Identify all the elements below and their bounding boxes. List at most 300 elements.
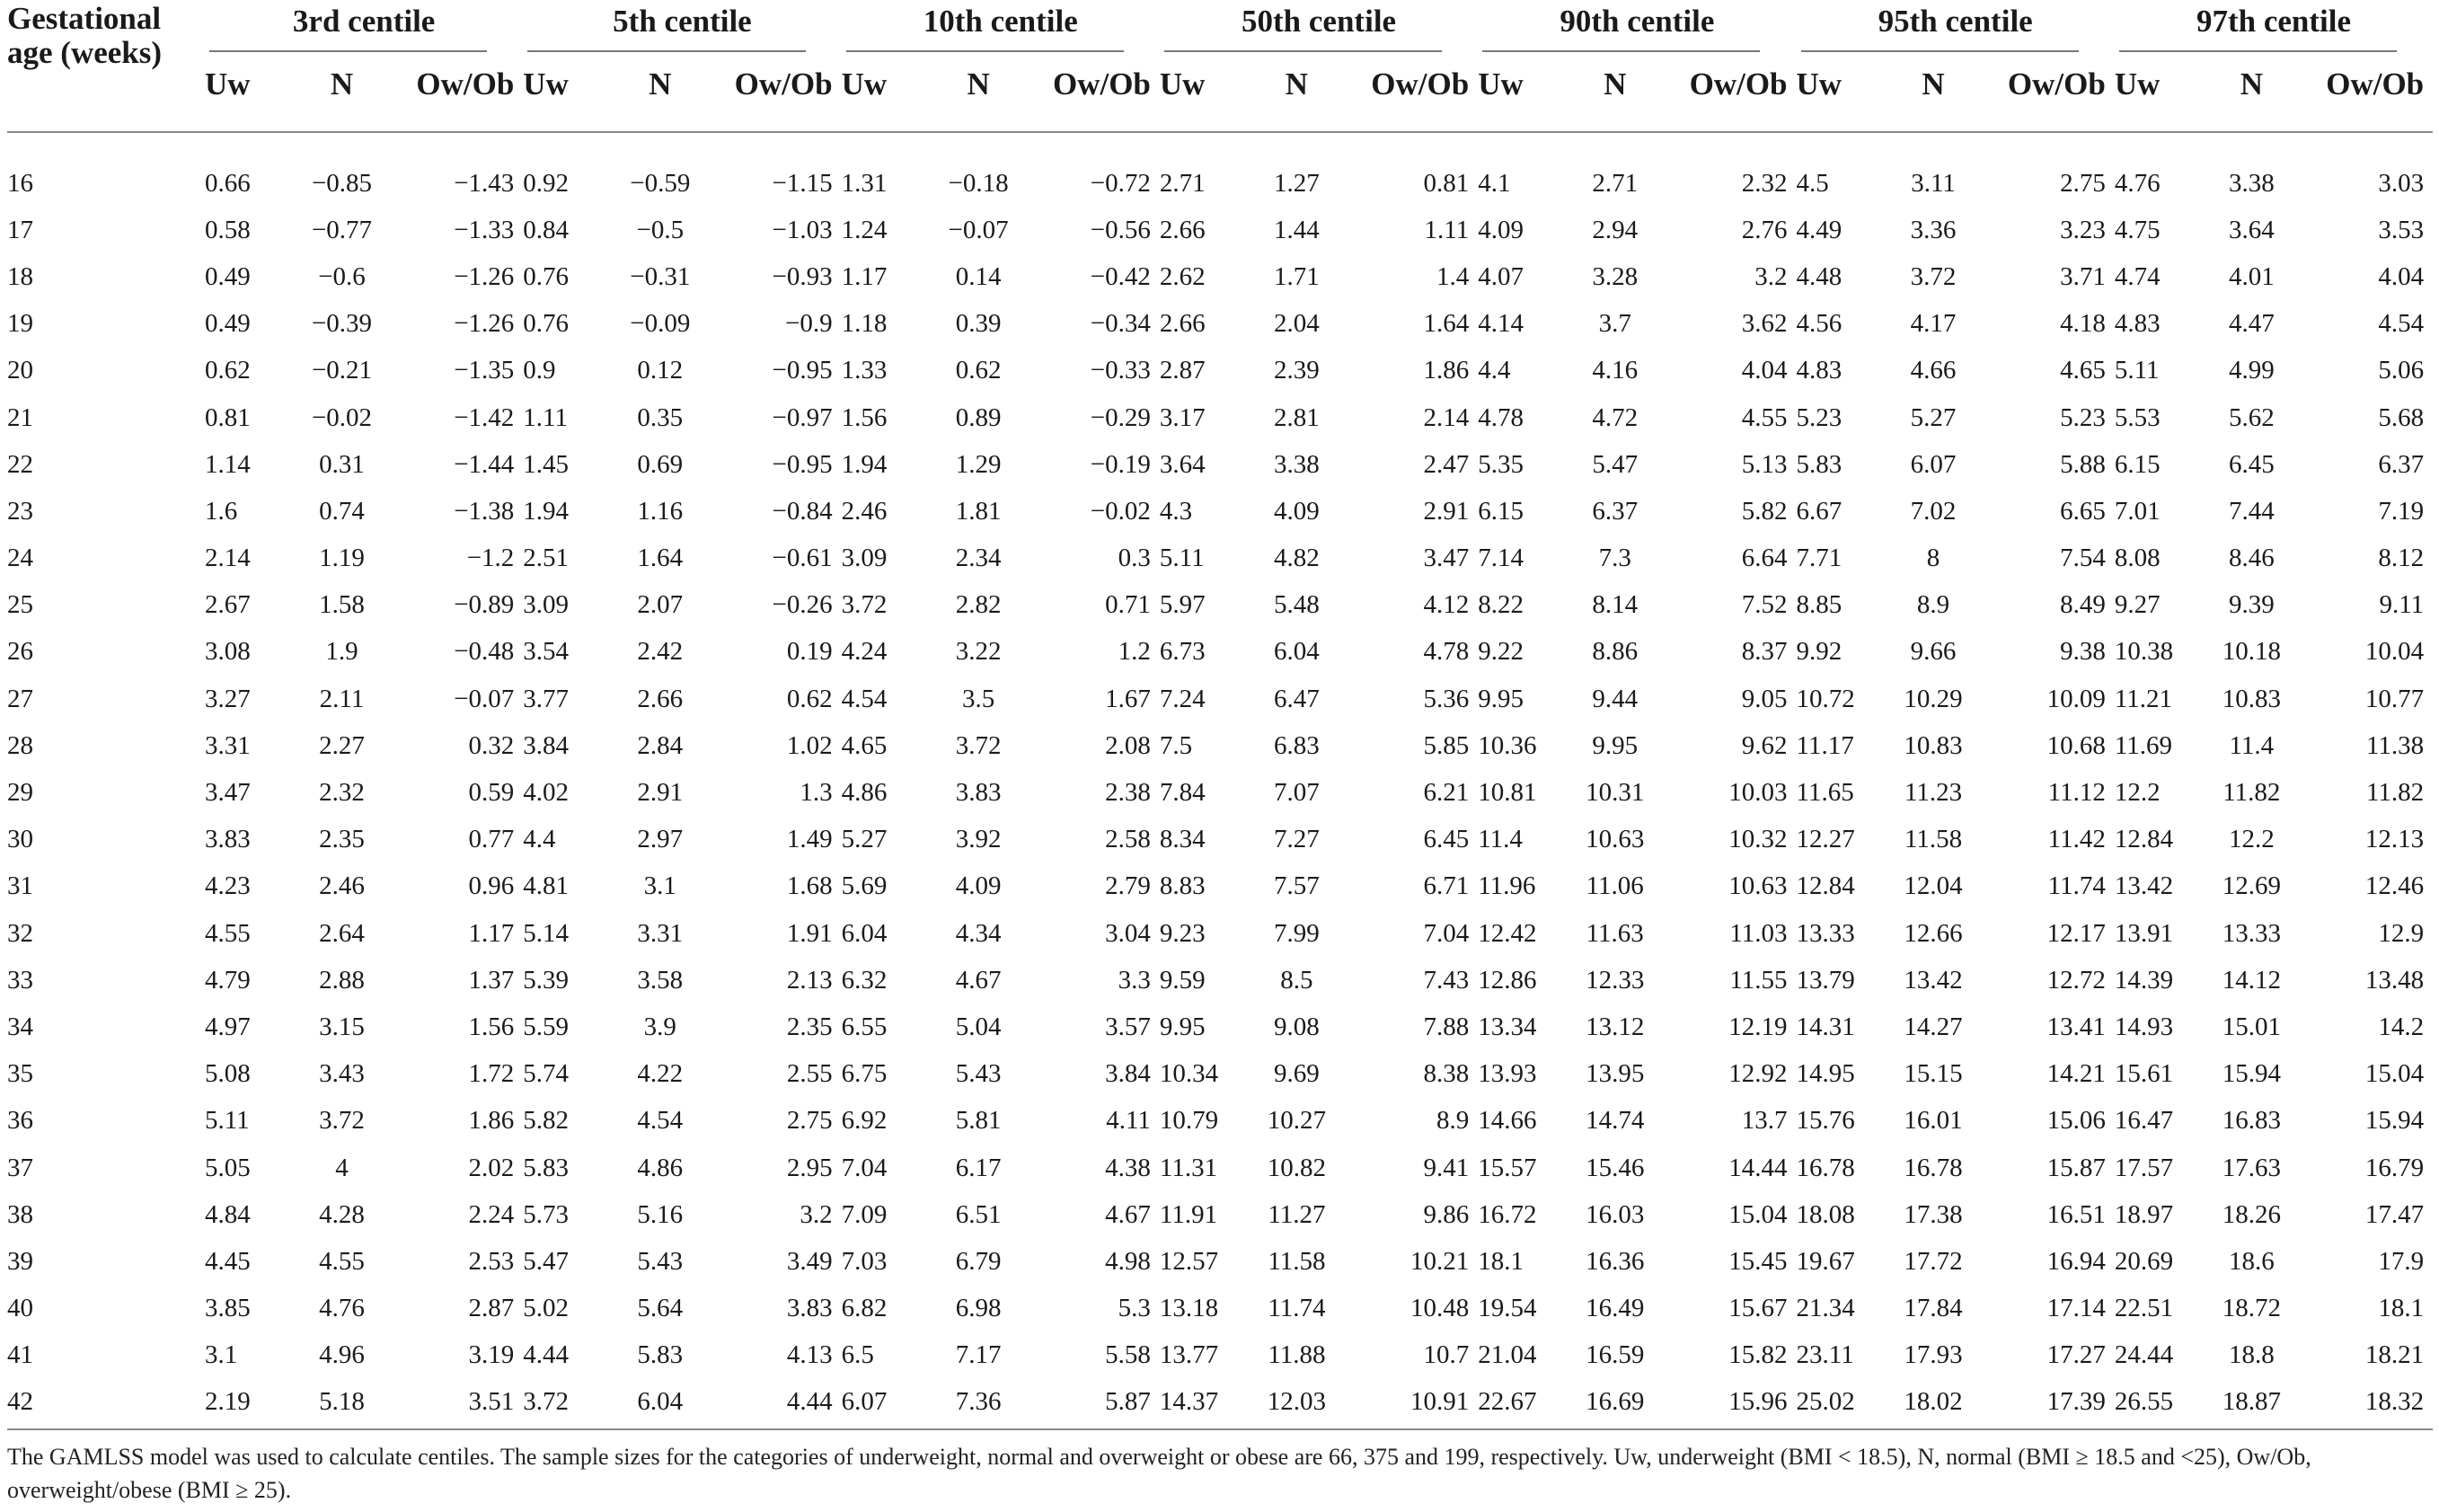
table-row xyxy=(7,1191,2433,1238)
table-bottom-rule xyxy=(7,1428,2433,1430)
centile-value-cell: 18.26 xyxy=(2222,1199,2281,1229)
centile-value-cell: 5.3 xyxy=(1118,1294,1151,1323)
centile-value-cell: 15.04 xyxy=(1728,1199,1788,1229)
centile-group-header: 5th centile xyxy=(613,4,752,39)
centile-value-cell: −1.43 xyxy=(454,168,515,198)
gestational-age-cell: 30 xyxy=(7,825,33,854)
centile-value-cell: 4.01 xyxy=(2228,261,2275,291)
centile-value-cell: 15.57 xyxy=(1478,1153,1537,1182)
centile-value-cell: 6.98 xyxy=(955,1294,1002,1323)
centile-value-cell: 4.84 xyxy=(205,1199,251,1229)
centile-value-cell: 1.33 xyxy=(841,356,888,385)
centile-value-cell: 16.03 xyxy=(1586,1199,1645,1229)
centile-value-cell: 0.81 xyxy=(1423,168,1470,198)
centile-value-cell: 15.94 xyxy=(2222,1059,2281,1089)
centile-value-cell: 3.51 xyxy=(468,1387,515,1417)
centile-value-cell: 9.86 xyxy=(1423,1199,1470,1229)
gestational-age-cell: 29 xyxy=(7,778,33,808)
centile-value-cell: 4.56 xyxy=(1796,309,1843,339)
centile-value-cell: 3.03 xyxy=(2378,168,2425,198)
centile-value-cell: 18.6 xyxy=(2228,1246,2275,1276)
centile-value-cell: 9.23 xyxy=(1159,918,1206,948)
centile-value-cell: 10.21 xyxy=(1409,1246,1470,1276)
gestational-age-cell: 40 xyxy=(7,1294,33,1323)
centile-value-cell: −0.72 xyxy=(1090,168,1151,198)
gestational-age-cell: 24 xyxy=(7,544,33,573)
column-subheader: N xyxy=(1604,66,1627,102)
centile-value-cell: 10.34 xyxy=(1159,1059,1219,1089)
centile-value-cell: 14.27 xyxy=(1904,1012,1963,1041)
centile-value-cell: 1.64 xyxy=(1423,309,1470,339)
centile-value-cell: 0.49 xyxy=(205,309,251,339)
centile-value-cell: 11.74 xyxy=(1268,1294,1326,1323)
centile-value-cell: 3.38 xyxy=(1274,449,1320,479)
centile-value-cell: 2.19 xyxy=(205,1387,251,1417)
centile-value-cell: 3.49 xyxy=(786,1246,833,1276)
centile-value-cell: 4.81 xyxy=(523,871,570,901)
centile-value-cell: 5.43 xyxy=(955,1059,1002,1089)
centile-value-cell: 9.69 xyxy=(1274,1059,1320,1089)
centile-value-cell: 0.31 xyxy=(319,449,365,479)
centile-value-cell: 3.22 xyxy=(955,637,1002,667)
centile-value-cell: 7.03 xyxy=(841,1246,888,1276)
centile-value-cell: −0.95 xyxy=(772,356,833,385)
column-subheader: Ow/Ob xyxy=(1052,66,1151,102)
centile-value-cell: 4.47 xyxy=(2228,309,2275,339)
centile-value-cell: 4.09 xyxy=(955,871,1002,901)
centile-value-cell: 4.97 xyxy=(205,1012,251,1041)
centile-value-cell: 7.54 xyxy=(2060,544,2106,573)
centile-value-cell: 11.27 xyxy=(1268,1199,1326,1229)
centile-value-cell: −0.33 xyxy=(1090,356,1151,385)
centile-value-cell: 6.32 xyxy=(841,965,888,995)
centile-value-cell: 5.53 xyxy=(2114,402,2161,432)
centile-value-cell: 15.01 xyxy=(2222,1012,2281,1041)
centile-value-cell: 4.23 xyxy=(205,871,251,901)
centile-group-header: 90th centile xyxy=(1560,4,1715,39)
centile-value-cell: 4.16 xyxy=(1592,356,1639,385)
centile-value-cell: 12.42 xyxy=(1478,918,1537,948)
centile-value-cell: 8.38 xyxy=(1423,1059,1470,1089)
centile-value-cell: 2.32 xyxy=(1741,168,1788,198)
centile-value-cell: 8.86 xyxy=(1592,637,1639,667)
centile-value-cell: 25.02 xyxy=(1796,1387,1855,1417)
gestational-age-cell: 25 xyxy=(7,590,33,620)
centile-value-cell: 7.02 xyxy=(1910,496,1957,526)
centile-value-cell: 5.97 xyxy=(1159,590,1206,620)
centile-value-cell: 2.46 xyxy=(841,496,888,526)
centile-value-cell: 15.76 xyxy=(1796,1106,1855,1136)
centile-value-cell: 4.67 xyxy=(1105,1199,1151,1229)
centile-value-cell: 23.11 xyxy=(1796,1340,1854,1370)
gestational-age-cell: 17 xyxy=(7,215,33,244)
centile-value-cell: 0.76 xyxy=(523,309,570,339)
centile-value-cell: 2.13 xyxy=(786,965,833,995)
centile-value-cell: 6.5 xyxy=(841,1340,874,1370)
centile-value-cell: 2.08 xyxy=(1105,730,1151,760)
centile-value-cell: 7.57 xyxy=(1274,871,1320,901)
centile-value-cell: 7.88 xyxy=(1423,1012,1470,1041)
centile-value-cell: 6.37 xyxy=(2378,449,2425,479)
centile-value-cell: 1.6 xyxy=(205,496,238,526)
centile-value-cell: 5.68 xyxy=(2378,402,2425,432)
centile-value-cell: 4.55 xyxy=(205,918,251,948)
centile-value-cell: 6.37 xyxy=(1592,496,1639,526)
centile-value-cell: 4.76 xyxy=(319,1294,365,1323)
centile-value-cell: 1.67 xyxy=(1105,684,1151,713)
centile-value-cell: 8.14 xyxy=(1592,590,1639,620)
centile-value-cell: 12.92 xyxy=(1728,1059,1788,1089)
centile-value-cell: 1.37 xyxy=(468,965,515,995)
centile-value-cell: 5.05 xyxy=(205,1153,251,1182)
centile-value-cell: 5.82 xyxy=(523,1106,570,1136)
centile-value-cell: 0.77 xyxy=(468,825,515,854)
gestational-age-cell: 22 xyxy=(7,449,33,479)
centile-value-cell: 1.27 xyxy=(1274,168,1320,198)
centile-value-cell: 4.5 xyxy=(1796,168,1829,198)
centile-value-cell: 10.32 xyxy=(1728,825,1788,854)
gestational-age-cell: 33 xyxy=(7,965,33,995)
centile-value-cell: 2.53 xyxy=(468,1246,515,1276)
centile-value-cell: 1.91 xyxy=(786,918,833,948)
gestational-age-cell: 32 xyxy=(7,918,33,948)
centile-table xyxy=(7,0,2433,1426)
centile-value-cell: 13.42 xyxy=(2114,871,2174,901)
centile-value-cell: 10.48 xyxy=(1409,1294,1470,1323)
gestational-age-cell: 26 xyxy=(7,637,33,667)
centile-value-cell: 2.75 xyxy=(2060,168,2106,198)
centile-value-cell: 3.83 xyxy=(955,778,1002,808)
table-row xyxy=(7,301,2433,348)
centile-value-cell: 6.45 xyxy=(2228,449,2275,479)
centile-value-cell: 4.18 xyxy=(2060,309,2106,339)
centile-value-cell: 3.72 xyxy=(523,1387,570,1417)
centile-value-cell: 1.86 xyxy=(468,1106,515,1136)
centile-value-cell: 4.96 xyxy=(319,1340,365,1370)
centile-value-cell: 6.73 xyxy=(1159,637,1206,667)
centile-value-cell: 4.14 xyxy=(1478,309,1524,339)
centile-value-cell: 13.91 xyxy=(2114,918,2174,948)
centile-value-cell: 1.56 xyxy=(841,402,888,432)
group-header-row xyxy=(7,0,2433,49)
centile-value-cell: 11.55 xyxy=(1729,965,1788,995)
centile-value-cell: 3.09 xyxy=(523,590,570,620)
centile-value-cell: 2.67 xyxy=(205,590,251,620)
table-row xyxy=(7,253,2433,300)
centile-value-cell: −0.09 xyxy=(630,309,691,339)
centile-value-cell: 14.95 xyxy=(1796,1059,1855,1089)
centile-value-cell: 15.04 xyxy=(2364,1059,2425,1089)
centile-value-cell: 10.7 xyxy=(1423,1340,1470,1370)
centile-value-cell: 9.41 xyxy=(1423,1153,1470,1182)
centile-value-cell: 4.1 xyxy=(1478,168,1511,198)
centile-value-cell: −0.9 xyxy=(784,309,833,339)
centile-value-cell: 5.83 xyxy=(523,1153,570,1182)
centile-value-cell: 1.56 xyxy=(468,1012,515,1041)
centile-value-cell: 5.13 xyxy=(1741,449,1788,479)
centile-value-cell: 2.94 xyxy=(1592,215,1639,244)
centile-value-cell: 2.71 xyxy=(1159,168,1206,198)
centile-value-cell: 11.82 xyxy=(2365,778,2425,808)
centile-value-cell: 11.4 xyxy=(2229,730,2275,760)
centile-value-cell: 5.82 xyxy=(1741,496,1788,526)
centile-value-cell: 15.61 xyxy=(2114,1059,2174,1089)
centile-value-cell: 9.95 xyxy=(1592,730,1639,760)
centile-value-cell: 15.45 xyxy=(1728,1246,1788,1276)
centile-value-cell: 5.73 xyxy=(523,1199,570,1229)
centile-value-cell: 12.84 xyxy=(2114,825,2174,854)
centile-value-cell: 7.24 xyxy=(1159,684,1206,713)
centile-value-cell: 15.94 xyxy=(2364,1106,2425,1136)
centile-value-cell: 3.53 xyxy=(2378,215,2425,244)
centile-value-cell: 6.67 xyxy=(1796,496,1843,526)
centile-value-cell: 2.24 xyxy=(468,1199,515,1229)
centile-value-cell: 2.64 xyxy=(319,918,365,948)
centile-value-cell: 4.45 xyxy=(205,1246,251,1276)
centile-value-cell: 3.31 xyxy=(205,730,251,760)
centile-value-cell: 1.72 xyxy=(468,1059,515,1089)
centile-value-cell: 11.82 xyxy=(2222,778,2281,808)
centile-value-cell: 15.82 xyxy=(1728,1340,1788,1370)
centile-value-cell: 10.83 xyxy=(1904,730,1963,760)
column-subheader: Ow/Ob xyxy=(1689,66,1788,102)
centile-value-cell: 3.04 xyxy=(1105,918,1151,948)
centile-value-cell: 5.27 xyxy=(841,825,888,854)
centile-value-cell: 17.57 xyxy=(2114,1153,2174,1182)
centile-value-cell: 5.04 xyxy=(955,1012,1002,1041)
centile-value-cell: 3.9 xyxy=(643,1012,676,1041)
centile-value-cell: 6.04 xyxy=(637,1387,684,1417)
column-subheader: Ow/Ob xyxy=(2007,66,2106,102)
centile-value-cell: 3.08 xyxy=(205,637,251,667)
centile-value-cell: 7.43 xyxy=(1423,965,1470,995)
table-row xyxy=(7,1332,2433,1379)
centile-value-cell: 4.65 xyxy=(841,730,888,760)
centile-value-cell: 3.19 xyxy=(468,1340,515,1370)
centile-value-cell: 3.31 xyxy=(637,918,684,948)
centile-value-cell: 3.72 xyxy=(319,1106,365,1136)
centile-value-cell: 3.57 xyxy=(1105,1012,1151,1041)
centile-value-cell: 11.17 xyxy=(1796,730,1854,760)
centile-value-cell: 8.12 xyxy=(2378,544,2425,573)
gestational-age-cell: 38 xyxy=(7,1199,33,1229)
centile-value-cell: 0.59 xyxy=(468,778,515,808)
centile-value-cell: 6.15 xyxy=(2114,449,2161,479)
centile-value-cell: 12.33 xyxy=(1586,965,1645,995)
centile-value-cell: 21.04 xyxy=(1478,1340,1537,1370)
centile-value-cell: 10.63 xyxy=(1586,825,1645,854)
centile-value-cell: 6.55 xyxy=(841,1012,888,1041)
centile-value-cell: 16.78 xyxy=(1904,1153,1963,1182)
centile-value-cell: 5.27 xyxy=(1910,402,1957,432)
centile-value-cell: 5.14 xyxy=(523,918,570,948)
table-row xyxy=(7,863,2433,910)
centile-value-cell: 1.45 xyxy=(523,449,570,479)
centile-value-cell: 10.77 xyxy=(2364,684,2425,713)
centile-value-cell: 5.59 xyxy=(523,1012,570,1041)
centile-value-cell: 5.35 xyxy=(1478,449,1524,479)
centile-value-cell: 2.58 xyxy=(1105,825,1151,854)
centile-value-cell: 1.58 xyxy=(319,590,365,620)
centile-value-cell: 1.86 xyxy=(1423,356,1470,385)
centile-value-cell: 2.39 xyxy=(1274,356,1320,385)
table-row xyxy=(7,1379,2433,1426)
centile-value-cell: −0.18 xyxy=(948,168,1009,198)
centile-value-cell: 5.85 xyxy=(1423,730,1470,760)
centile-value-cell: −0.6 xyxy=(318,261,366,291)
centile-value-cell: 2.51 xyxy=(523,544,570,573)
centile-value-cell: 13.18 xyxy=(1159,1294,1219,1323)
centile-value-cell: 3.3 xyxy=(1118,965,1151,995)
centile-value-cell: 11.58 xyxy=(1904,825,1963,854)
centile-value-cell: 1.18 xyxy=(841,309,888,339)
centile-value-cell: 3.71 xyxy=(2060,261,2106,291)
centile-value-cell: 16.94 xyxy=(2046,1246,2106,1276)
centile-value-cell: 5.23 xyxy=(2060,402,2106,432)
centile-value-cell: 0.66 xyxy=(205,168,251,198)
centile-value-cell: 4.4 xyxy=(523,825,556,854)
centile-value-cell: −0.59 xyxy=(630,168,691,198)
centile-value-cell: 0.14 xyxy=(955,261,1002,291)
gestational-age-cell: 19 xyxy=(7,309,33,339)
centile-value-cell: 4.11 xyxy=(1106,1106,1151,1136)
centile-value-cell: 4.09 xyxy=(1478,215,1524,244)
centile-value-cell: 7.99 xyxy=(1274,918,1320,948)
centile-value-cell: 12.57 xyxy=(1159,1246,1219,1276)
centile-value-cell: 2.97 xyxy=(637,825,684,854)
centile-value-cell: 11.96 xyxy=(1478,871,1536,901)
centile-value-cell: 2.32 xyxy=(319,778,365,808)
column-subheader: N xyxy=(649,66,672,102)
centile-value-cell: 10.82 xyxy=(1267,1153,1327,1182)
centile-value-cell: 9.11 xyxy=(2379,590,2425,620)
centile-value-cell: 1.9 xyxy=(325,637,358,667)
centile-value-cell: 6.04 xyxy=(1274,637,1320,667)
centile-value-cell: 14.37 xyxy=(1159,1387,1219,1417)
centile-value-cell: 11.21 xyxy=(2114,684,2173,713)
centile-value-cell: 4.28 xyxy=(319,1199,365,1229)
centile-value-cell: 3.2 xyxy=(1754,261,1788,291)
centile-value-cell: 1.44 xyxy=(1274,215,1320,244)
centile-value-cell: 15.67 xyxy=(1728,1294,1788,1323)
gestational-age-cell: 35 xyxy=(7,1059,33,1089)
centile-value-cell: 6.17 xyxy=(955,1153,1002,1182)
centile-value-cell: 17.93 xyxy=(1904,1340,1963,1370)
centile-value-cell: 4.09 xyxy=(1274,496,1320,526)
centile-value-cell: 3.83 xyxy=(786,1294,833,1323)
centile-value-cell: 12.2 xyxy=(2228,825,2275,854)
centile-value-cell: 9.92 xyxy=(1796,637,1843,667)
centile-value-cell: 16.59 xyxy=(1586,1340,1645,1370)
centile-value-cell: 7.04 xyxy=(1423,918,1470,948)
centile-value-cell: 8.9 xyxy=(1436,1106,1470,1136)
centile-value-cell: 16.83 xyxy=(2222,1106,2281,1136)
gestational-age-cell: 41 xyxy=(7,1340,33,1370)
centile-group-header: 95th centile xyxy=(1878,4,2033,39)
centile-value-cell: 13.48 xyxy=(2364,965,2425,995)
centile-value-cell: 4.24 xyxy=(841,637,888,667)
centile-value-cell: 3.84 xyxy=(523,730,570,760)
centile-value-cell: −1.26 xyxy=(454,261,515,291)
centile-value-cell: 2.84 xyxy=(637,730,684,760)
centile-value-cell: 1.11 xyxy=(1424,215,1470,244)
centile-value-cell: 3.64 xyxy=(2228,215,2275,244)
table-row xyxy=(7,722,2433,769)
table-row xyxy=(7,1238,2433,1285)
centile-value-cell: 5.39 xyxy=(523,965,570,995)
centile-value-cell: 6.15 xyxy=(1478,496,1524,526)
centile-value-cell: 10.29 xyxy=(1904,684,1963,713)
centile-value-cell: 6.83 xyxy=(1274,730,1320,760)
centile-value-cell: 11.74 xyxy=(2047,871,2106,901)
centile-value-cell: 6.21 xyxy=(1423,778,1470,808)
table-row xyxy=(7,629,2433,676)
centile-value-cell: 20.69 xyxy=(2114,1246,2174,1276)
centile-value-cell: 0.62 xyxy=(205,356,251,385)
centile-value-cell: 7.09 xyxy=(841,1199,888,1229)
centile-value-cell: 12.03 xyxy=(1267,1387,1327,1417)
centile-value-cell: 4.4 xyxy=(1478,356,1511,385)
column-subheader: N xyxy=(330,66,354,102)
centile-value-cell: 4.65 xyxy=(2060,356,2106,385)
centile-value-cell: 3.28 xyxy=(1592,261,1639,291)
centile-value-cell: 8.49 xyxy=(2060,590,2106,620)
centile-value-cell: 12.69 xyxy=(2222,871,2281,901)
centile-value-cell: 8.9 xyxy=(1916,590,1950,620)
centile-value-cell: −0.34 xyxy=(1090,309,1151,339)
centile-value-cell: 2.11 xyxy=(319,684,365,713)
centile-value-cell: 5.06 xyxy=(2378,356,2425,385)
centile-value-cell: 12.2 xyxy=(2114,778,2161,808)
centile-value-cell: 8.83 xyxy=(1159,871,1206,901)
centile-table-container xyxy=(7,0,2433,1426)
centile-value-cell: −0.26 xyxy=(772,590,833,620)
centile-value-cell: 3.47 xyxy=(1423,544,1470,573)
centile-value-cell: 4.07 xyxy=(1478,261,1524,291)
centile-value-cell: 0.35 xyxy=(637,402,684,432)
centile-value-cell: 5.83 xyxy=(1796,449,1843,479)
centile-value-cell: −0.5 xyxy=(636,215,685,244)
centile-value-cell: 4.17 xyxy=(1910,309,1957,339)
column-subheader: Uw xyxy=(523,66,569,102)
centile-value-cell: 2.14 xyxy=(205,544,251,573)
centile-value-cell: 1.29 xyxy=(955,449,1002,479)
centile-value-cell: 2.38 xyxy=(1105,778,1151,808)
group-underline xyxy=(1482,50,1760,52)
centile-value-cell: 5.81 xyxy=(955,1106,1002,1136)
column-subheader: Uw xyxy=(841,66,888,102)
centile-value-cell: 8.34 xyxy=(1159,825,1206,854)
centile-value-cell: 17.72 xyxy=(1904,1246,1963,1276)
centile-value-cell: 10.18 xyxy=(2222,637,2281,667)
centile-value-cell: 15.87 xyxy=(2046,1153,2106,1182)
centile-group-header: 50th centile xyxy=(1242,4,1397,39)
centile-value-cell: −1.03 xyxy=(772,215,833,244)
column-subheader: Uw xyxy=(1796,66,1843,102)
centile-value-cell: 5.69 xyxy=(841,871,888,901)
centile-value-cell: 4.54 xyxy=(637,1106,684,1136)
centile-value-cell: 4.78 xyxy=(1423,637,1470,667)
table-row xyxy=(7,160,2433,207)
centile-value-cell: −0.95 xyxy=(772,449,833,479)
centile-value-cell: 10.09 xyxy=(2046,684,2106,713)
centile-value-cell: 9.39 xyxy=(2228,590,2275,620)
centile-value-cell: 10.91 xyxy=(1409,1387,1470,1417)
centile-value-cell: 21.34 xyxy=(1796,1294,1855,1323)
centile-value-cell: 10.27 xyxy=(1267,1106,1327,1136)
centile-value-cell: 13.7 xyxy=(1741,1106,1788,1136)
table-row xyxy=(7,1004,2433,1050)
